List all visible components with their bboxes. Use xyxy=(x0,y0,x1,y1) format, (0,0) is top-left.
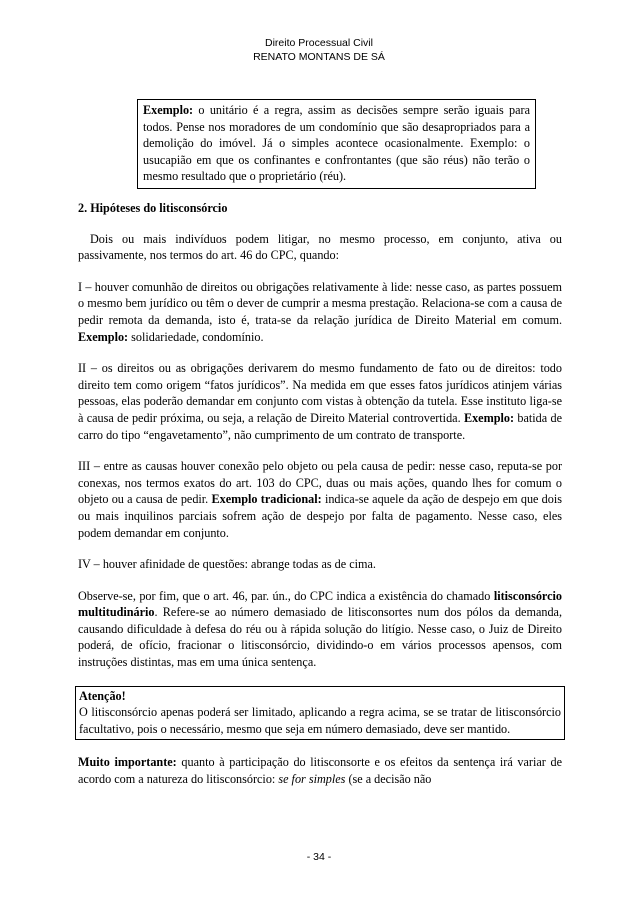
item3-tail: indica-se aquele da ação de despejo em que dois ou mais inquilinos parciais sofrem ação de despejo por falta de pagamento. Nesse caso, eles podem demandar em conjunto. xyxy=(78,492,562,540)
section-heading: 2. Hipóteses do litisconsórcio xyxy=(78,201,228,215)
header-course-title: Direito Processual Civil xyxy=(265,37,373,49)
page-number: - 34 - xyxy=(306,851,332,863)
observe-paragraph xyxy=(78,588,562,671)
hypothesis-item-1 xyxy=(78,279,562,345)
intro-paragraph: Dois ou mais indivíduos podem litigar, no mesmo processo, em conjunto, ativa ou passivamente, nos termos do art. 46 do CPC, quando: xyxy=(78,231,562,263)
hypothesis-item-2 xyxy=(78,360,562,443)
observe-text: Observe-se, por fim, que o art. 46, par. ún., do CPC indica a existência do chamado xyxy=(78,588,494,603)
important-text: quanto à participação do litisconsorte e os efeitos da sentença irá variar de acordo com a natureza do litisconsórcio: xyxy=(78,755,562,787)
item1-example-label: Exemplo: xyxy=(78,329,129,344)
important-italic: se for simples xyxy=(278,772,346,787)
header-author: RENATO MONTANS DE SÁ xyxy=(253,51,385,63)
item2-tail: batida de carro do tipo “engavetamento”, não cumprimento de um contrato de transporte. xyxy=(78,410,562,442)
item2-text: II – os direitos ou as obrigações derivarem do mesmo fundamento de fato ou de direitos: todo direito tem como origem “fatos jurídicos”. Na medida em que esses fatos jurídicos atinjem várias pessoas, elas poderão demandar em conjunto com vistas à obtenção da tutela. Esse instituto liga-se à causa de pedir próxima, ou seja, a relação de Direito Material controvertida. xyxy=(78,361,562,425)
example-text: o unitário é a regra, assim as decisões sempre serão iguais para todos. Pense nos moradores de um condomínio que são desapropriados para a demolição do imóvel. Já o simples acontece ocasionalmente. Exemplo: o usucapião em que os confinantes e confrontantes (que são réus) não terão o mesmo resultado que o proprietário (réu). xyxy=(143,103,530,184)
observe-tail: . Refere-se ao número demasiado de litisconsortes num dos pólos da demanda, causando dificuldade à defesa do réu ou à rápida solução do litígio. Nesse caso, o Juiz de Direito poderá, de ofício, fracionar o litisconsórcio, dividindo-o em vários processos apensos, com instruções distintas, mas em uma única sentença. xyxy=(78,605,562,670)
attention-title: Atenção! xyxy=(79,688,126,703)
item1-tail: solidariedade, condomínio. xyxy=(128,329,264,344)
page-header xyxy=(0,36,638,64)
important-label: Muito importante: xyxy=(78,755,177,770)
item2-example-label: Exemplo: xyxy=(463,410,515,425)
item1-text: I – houver comunhão de direitos ou obrigações relativamente à lide: nesse caso, as partes possuem o mesmo bem jurídico ou têm o dever de cumprir a mesma prestação. Relaciona-se com a causa de pedir remota da demanda, isto é, trata-se da relação jurídica de Direito Material em comum. xyxy=(78,279,562,327)
example-box xyxy=(137,99,536,189)
attention-text: O litisconsórcio apenas poderá ser limitado, aplicando a regra acima, se se tratar de litisconsórcio facultativo, pois o necessário, mesmo que seja em número demasiado, deve ser mantido. xyxy=(79,705,561,736)
attention-box xyxy=(75,686,565,741)
main-content xyxy=(78,200,562,803)
hypothesis-item-4: IV – houver afinidade de questões: abrange todas as de cima. xyxy=(78,557,376,572)
item3-example-label: Exemplo tradicional: xyxy=(211,492,322,507)
important-tail: (se a decisão não xyxy=(345,772,432,787)
hypothesis-item-3 xyxy=(78,458,562,541)
observe-bold-term: litisconsórcio multitudinário xyxy=(78,588,562,620)
example-label: Exemplo: xyxy=(143,103,194,117)
item3-text: III – entre as causas houver conexão pelo objeto ou pela causa de pedir: nesse caso, reputa-se por conexas, nos termos exatos do art. 103 do CPC, duas ou mais ações, quando lhes for comum o objeto ou a causa de pedir. xyxy=(78,459,562,507)
important-paragraph xyxy=(78,754,562,787)
